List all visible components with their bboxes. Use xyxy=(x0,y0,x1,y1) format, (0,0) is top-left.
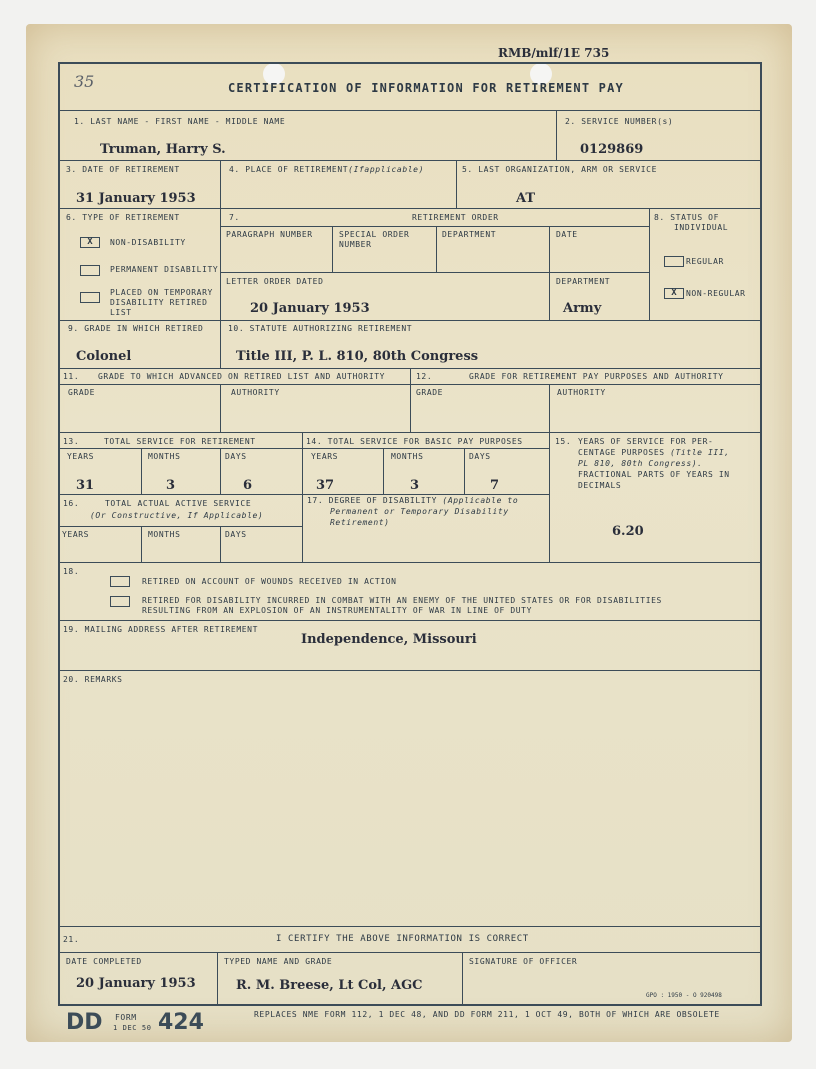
rule xyxy=(220,384,221,432)
rule xyxy=(220,272,649,273)
typed-name-label: TYPED NAME AND GRADE xyxy=(224,957,333,966)
field-13-number: 13. xyxy=(63,437,80,446)
permanent-disability-label: PERMANENT DISABILITY xyxy=(110,265,219,274)
field-15-line-4: FRACTIONAL PARTS OF YEARS IN xyxy=(578,470,730,479)
certify-statement: I CERTIFY THE ABOVE INFORMATION IS CORRECT xyxy=(276,934,529,944)
field-12-authority-label: AUTHORITY xyxy=(557,388,606,397)
rule xyxy=(58,562,762,563)
field-18-number: 18. xyxy=(63,567,80,576)
name-value: Truman, Harry S. xyxy=(100,142,226,157)
field-11-grade-label: GRADE xyxy=(68,388,96,397)
permanent-disability-checkbox[interactable] xyxy=(80,265,100,276)
border-bottom xyxy=(58,1004,762,1006)
field-7-label: RETIREMENT ORDER xyxy=(412,213,499,222)
border-right xyxy=(760,62,762,1006)
field-8-label: 8. STATUS OF xyxy=(654,213,719,222)
non-disability-checkbox[interactable]: X xyxy=(80,237,100,248)
handwritten-mark: 35 xyxy=(74,72,95,91)
temporary-disability-label-3: LIST xyxy=(110,308,132,317)
rule xyxy=(549,432,550,562)
field-15-line-1: YEARS OF SERVICE FOR PER- xyxy=(578,437,714,446)
form-number: 424 xyxy=(158,1010,204,1035)
basic-pay-days-value: 7 xyxy=(490,478,500,493)
rule xyxy=(462,952,463,1004)
rule xyxy=(220,208,221,320)
typed-name-value: R. M. Breese, Lt Col, AGC xyxy=(236,978,423,993)
paragraph-number-label: PARAGRAPH NUMBER xyxy=(226,230,313,239)
field-12-label: GRADE FOR RETIREMENT PAY PURPOSES AND AUTHORITY xyxy=(469,372,724,381)
non-regular-label: NON-REGULAR xyxy=(686,289,746,298)
border-left xyxy=(58,62,60,1006)
order-date-label: DATE xyxy=(556,230,578,239)
field-16-days-label: DAYS xyxy=(225,530,247,539)
field-16-note: (Or Constructive, If Applicable) xyxy=(90,511,264,520)
combat-disability-label: RETIRED FOR DISABILITY INCURRED IN COMBAT WITH AN ENEMY OF THE UNITED STATES OR FOR DISABILITIES xyxy=(142,596,662,605)
field-15-line-5: DECIMALS xyxy=(578,481,622,490)
form-title: CERTIFICATION OF INFORMATION FOR RETIREMENT PAY xyxy=(228,81,624,95)
rule xyxy=(332,226,333,272)
rule xyxy=(220,226,649,227)
replaces-note: REPLACES NME FORM 112, 1 DEC 48, AND DD FORM 211, 1 OCT 49, BOTH OF WHICH ARE OBSOLETE xyxy=(254,1010,720,1019)
field-17-label: 17. DEGREE OF DISABILITY (Applicable to xyxy=(307,496,519,505)
field-11-number: 11. xyxy=(63,372,80,381)
rule xyxy=(58,926,762,927)
temporary-disability-label: PLACED ON TEMPORARY xyxy=(110,288,213,297)
combat-disability-checkbox[interactable] xyxy=(110,596,130,607)
field-7-number: 7. xyxy=(229,213,240,222)
retirement-months-value: 3 xyxy=(166,478,176,493)
field-20-label: 20. REMARKS xyxy=(63,675,123,684)
field-17-note-2: Permanent or Temporary Disability xyxy=(330,507,509,516)
border-top xyxy=(58,62,762,64)
field-15-line-2: CENTAGE PURPOSES (Title III, xyxy=(578,448,730,457)
rule xyxy=(58,384,762,385)
signature-label: SIGNATURE OF OFFICER xyxy=(469,957,578,966)
form-word: FORM xyxy=(115,1013,137,1022)
field-12-number: 12. xyxy=(416,372,433,381)
field-11-authority-label: AUTHORITY xyxy=(231,388,280,397)
rule xyxy=(58,670,762,671)
rule xyxy=(58,448,549,449)
field-2-label: 2. SERVICE NUMBER(s) xyxy=(565,117,674,126)
field-13-label: TOTAL SERVICE FOR RETIREMENT xyxy=(104,437,256,446)
rule xyxy=(58,208,762,209)
rule xyxy=(141,448,142,494)
last-organization-value: AT xyxy=(516,191,536,206)
department-2-value: Army xyxy=(563,301,602,316)
rule xyxy=(649,208,650,320)
rule xyxy=(220,320,221,368)
rule xyxy=(58,952,762,953)
temporary-disability-checkbox[interactable] xyxy=(80,292,100,303)
rule xyxy=(58,494,549,495)
rule xyxy=(302,432,303,562)
form-date: 1 DEC 50 xyxy=(113,1024,152,1032)
basic-pay-years-value: 37 xyxy=(316,478,335,493)
rule xyxy=(58,432,762,433)
field-12-grade-label: GRADE xyxy=(416,388,444,397)
rule xyxy=(456,160,457,208)
combat-disability-label-2: RESULTING FROM AN EXPLOSION OF AN INSTRUMENTALITY OF WAR IN LINE OF DUTY xyxy=(142,606,532,615)
rule xyxy=(436,226,437,272)
retirement-years-value: 31 xyxy=(76,478,95,493)
non-disability-label: NON-DISABILITY xyxy=(110,238,186,247)
field-16-number: 16. xyxy=(63,499,80,508)
percentage-years-value: 6.20 xyxy=(612,524,644,539)
file-code: RMB/mlf/1E 735 xyxy=(498,46,610,60)
field-8-label-2: INDIVIDUAL xyxy=(674,223,729,232)
field-19-label: 19. MAILING ADDRESS AFTER RETIREMENT xyxy=(63,625,258,634)
field-14-days-label: DAYS xyxy=(469,452,491,461)
rule xyxy=(58,160,762,161)
field-21-number: 21. xyxy=(63,935,80,944)
field-16-months-label: MONTHS xyxy=(148,530,181,539)
form-dd-mark: DD xyxy=(66,1010,103,1035)
rule xyxy=(549,226,550,320)
statute-value: Title III, P. L. 810, 80th Congress xyxy=(236,349,479,364)
temporary-disability-label-2: DISABILITY RETIRED xyxy=(110,298,208,307)
letter-order-value: 20 January 1953 xyxy=(250,301,370,316)
retirement-days-value: 6 xyxy=(243,478,253,493)
field-13-days-label: DAYS xyxy=(225,452,247,461)
retirement-date-value: 31 January 1953 xyxy=(76,191,196,206)
rule xyxy=(58,110,762,111)
field-10-label: 10. STATUTE AUTHORIZING RETIREMENT xyxy=(228,324,413,333)
regular-label: REGULAR xyxy=(686,257,724,266)
date-completed-label: DATE COMPLETED xyxy=(66,957,142,966)
field-9-label: 9. GRADE IN WHICH RETIRED xyxy=(68,324,204,333)
mailing-address-value: Independence, Missouri xyxy=(301,632,477,647)
rule xyxy=(141,526,142,562)
rule xyxy=(58,526,302,527)
regular-checkbox[interactable] xyxy=(664,256,684,267)
field-14-label: 14. TOTAL SERVICE FOR BASIC PAY PURPOSES xyxy=(306,437,523,446)
field-17-note-3: Retirement) xyxy=(330,518,390,527)
rule xyxy=(556,110,557,160)
rule xyxy=(220,526,221,562)
field-6-label: 6. TYPE OF RETIREMENT xyxy=(66,213,180,222)
field-16-label: TOTAL ACTUAL ACTIVE SERVICE xyxy=(105,499,252,508)
gpo-imprint: GPO : 1950 - O 920498 xyxy=(646,992,722,999)
field-1-label: 1. LAST NAME - FIRST NAME - MIDDLE NAME xyxy=(74,117,286,126)
wounds-checkbox[interactable] xyxy=(110,576,130,587)
rule xyxy=(58,320,762,321)
date-completed-value: 20 January 1953 xyxy=(76,976,196,991)
letter-order-label: LETTER ORDER DATED xyxy=(226,277,324,286)
department-2-label: DEPARTMENT xyxy=(556,277,611,286)
department-label: DEPARTMENT xyxy=(442,230,497,239)
field-13-years-label: YEARS xyxy=(67,452,95,461)
rule xyxy=(220,448,221,494)
rule xyxy=(58,620,762,621)
field-4-label: 4. PLACE OF RETIREMENT(Ifapplicable) xyxy=(229,165,425,174)
non-regular-checkbox[interactable]: X xyxy=(664,288,684,299)
rule xyxy=(410,368,411,432)
grade-retired-value: Colonel xyxy=(76,349,132,364)
field-14-years-label: YEARS xyxy=(311,452,339,461)
wounds-label: RETIRED ON ACCOUNT OF WOUNDS RECEIVED IN ACTION xyxy=(142,577,397,586)
rule xyxy=(383,448,384,494)
rule xyxy=(464,448,465,494)
rule xyxy=(217,952,218,1004)
basic-pay-months-value: 3 xyxy=(410,478,420,493)
special-order-label: SPECIAL ORDER xyxy=(339,230,410,239)
field-5-label: 5. LAST ORGANIZATION, ARM OR SERVICE xyxy=(462,165,657,174)
field-14-months-label: MONTHS xyxy=(391,452,424,461)
rule xyxy=(549,384,550,432)
field-15-line-3: PL 810, 80th Congress). xyxy=(578,459,703,468)
field-3-label: 3. DATE OF RETIREMENT xyxy=(66,165,180,174)
field-13-months-label: MONTHS xyxy=(148,452,181,461)
service-number-value: 0129869 xyxy=(580,142,644,157)
field-15-number: 15. xyxy=(555,437,572,446)
field-11-label: GRADE TO WHICH ADVANCED ON RETIRED LIST AND AUTHORITY xyxy=(98,372,386,381)
rule xyxy=(220,160,221,208)
special-order-label-2: NUMBER xyxy=(339,240,372,249)
field-16-years-label: YEARS xyxy=(62,530,90,539)
